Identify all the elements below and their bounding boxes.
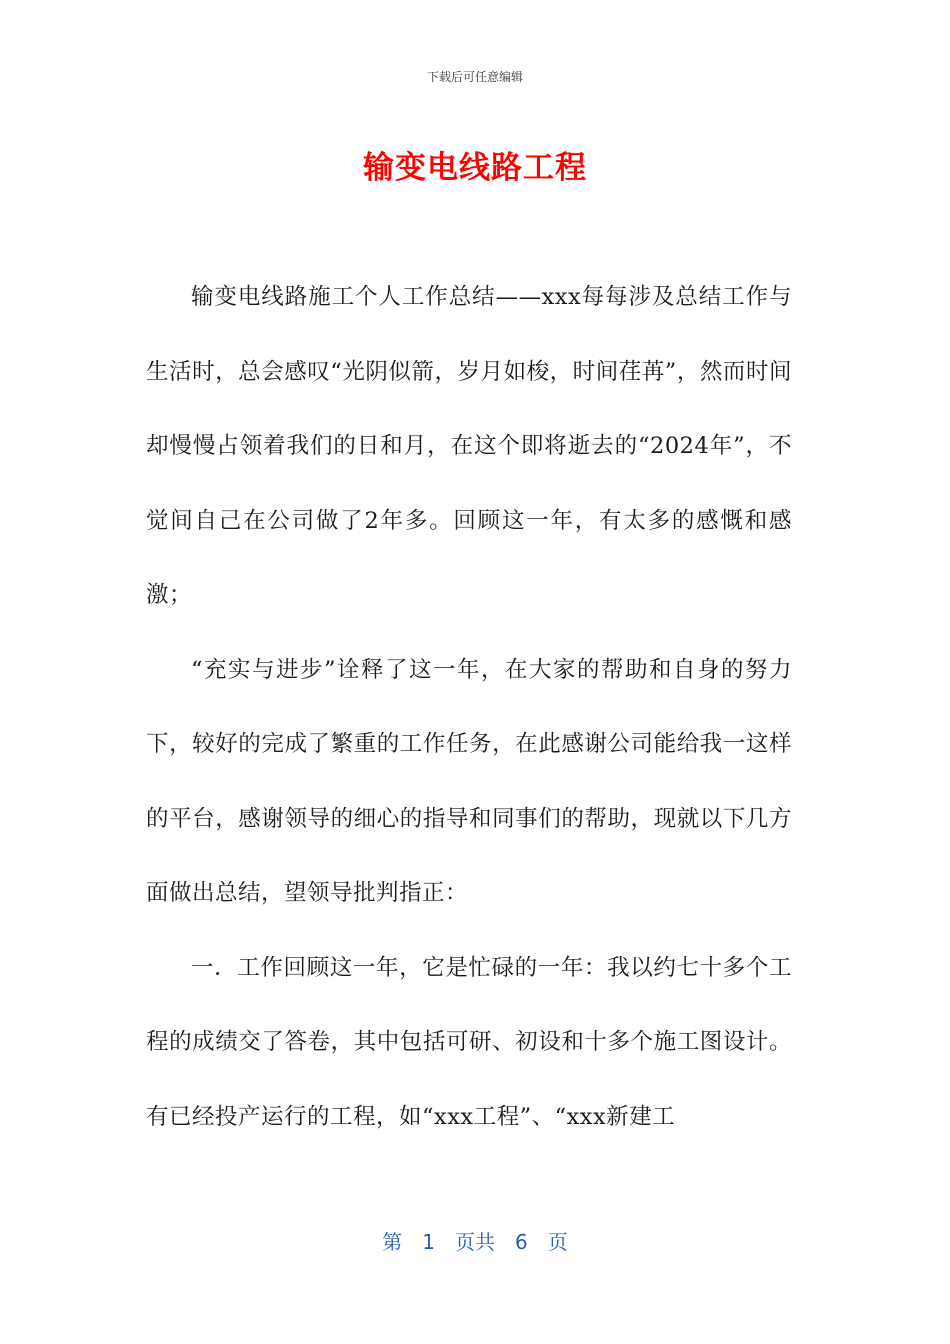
paragraph-2: “充实与进步”诠释了这一年，在大家的帮助和自身的努力下，较好的完成了繁重的工作任务，在此感谢公司能给我一这样的平台，感谢领导的细心的指导和同事们的帮助，现就以下几方面做出总结，望领导批判指正：	[146, 656, 792, 906]
page-footer: 第 1 页共 6 页	[382, 1230, 568, 1254]
document-body	[146, 260, 792, 1154]
header-note: 下载后可任意编辑	[426, 70, 523, 84]
paragraph-3: 一．工作回顾这一年，它是忙碌的一年：我以约七十多个工程的成绩交了答卷，其中包括可研、初设和十多个施工图设计。有已经投产运行的工程，如“xxx工程”、“xxx新建工	[146, 954, 792, 1130]
paragraph-1: 输变电线路施工个人工作总结——xxx每每涉及总结工作与生活时，总会感叹“光阴似箭，岁月如梭，时间荏苒”，然而时间却慢慢占领着我们的日和月，在这个即将逝去的“2024年”，不觉间自己在公司做了2年多。回顾这一年，有太多的感慨和感激；	[146, 284, 792, 608]
document-title: 输变电线路工程	[363, 150, 587, 186]
